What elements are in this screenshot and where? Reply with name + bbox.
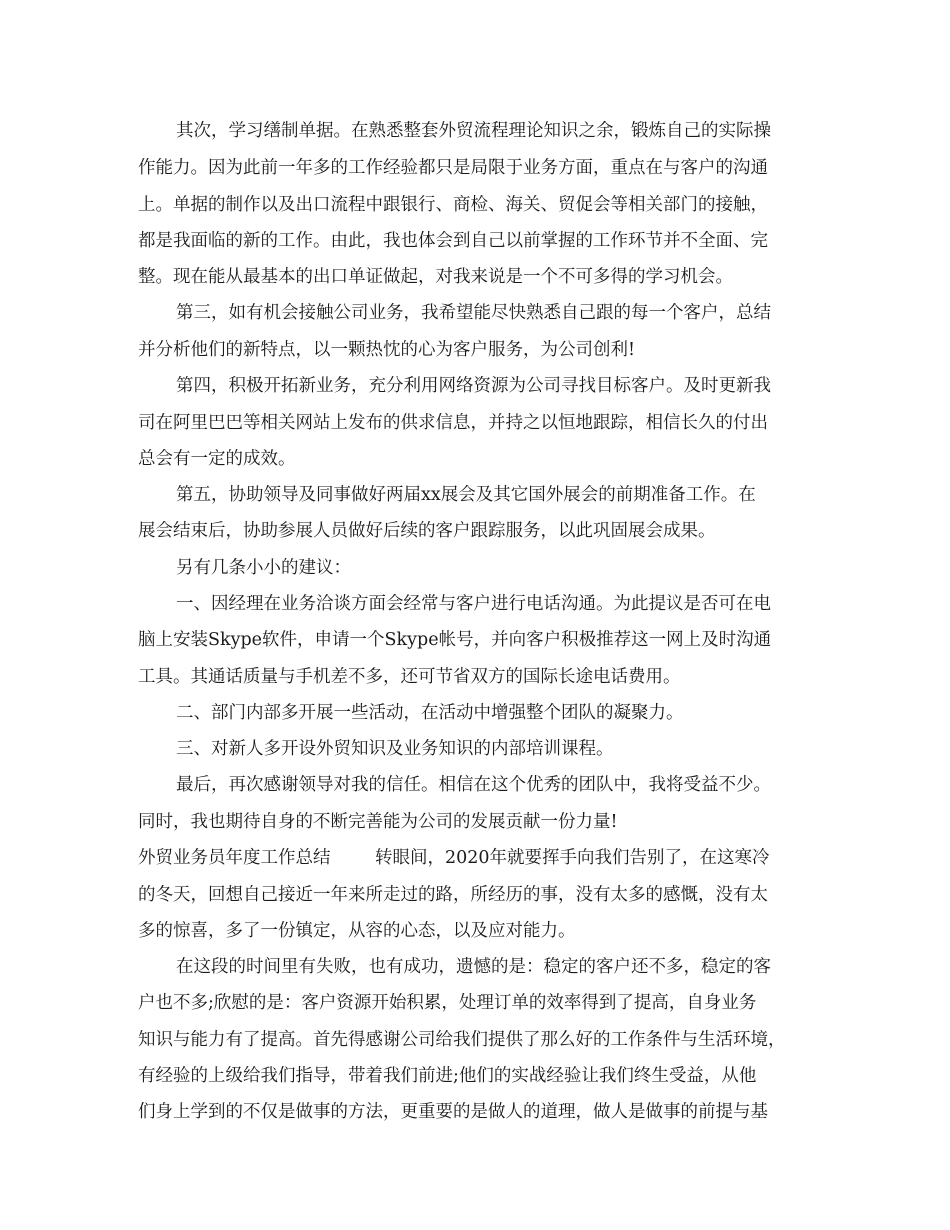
text-line: 展会结束后，协助参展人员做好后续的客户跟踪服务，以此巩固展会成果。 [138, 521, 716, 541]
text-line: 们身上学到的不仅是做事的方法，更重要的是做人的道理，做人是做事的前提与基 [138, 1102, 768, 1122]
text-line: 第四，积极开拓新业务，充分利用网络资源为公司寻找目标客户。及时更新我 [176, 376, 771, 396]
text-line: 上。单据的制作以及出口流程中跟银行、商检、海关、贸促会等相关部门的接触， [138, 195, 768, 215]
text-line: 二、部门内部多开展一些活动，在活动中增强整个团队的凝聚力。 [176, 703, 684, 723]
text-line: 户也不多;欣慰的是：客户资源开始积累，处理订单的效率得到了提高，自身业务 [138, 993, 757, 1013]
text-line: 第五，协助领导及同事做好两届xx展会及其它国外展会的前期准备工作。在 [176, 485, 756, 505]
text-line: 知识与能力有了提高。首先得感谢公司给我们提供了那么好的工作条件与生活环境， [138, 1030, 786, 1050]
text-line: 整。现在能从最基本的出口单证做起，对我来说是一个不可多得的学习机会。 [138, 267, 733, 287]
text-line: 最后，再次感谢领导对我的信任。相信在这个优秀的团队中，我将受益不少。 [176, 775, 771, 795]
text-line: 一、因经理在业务洽谈方面会经常与客户进行电话沟通。为此提议是否可在电 [176, 594, 771, 614]
text-line: 同时，我也期待自身的不断完善能为公司的发展贡献一份力量! [138, 812, 618, 832]
text-line: 其次，学习缮制单据。在熟悉整套外贸流程理论知识之余，锻炼自己的实际操 [176, 121, 771, 141]
text-line: 外贸业务员年度工作总结 转眼间，2020年就要挥手向我们告别了，在这寒冷 [138, 848, 770, 868]
text-line: 多的惊喜，多了一份镇定，从容的心态，以及应对能力。 [138, 921, 576, 941]
text-line: 司在阿里巴巴等相关网站上发布的供求信息，并持之以恒地跟踪，相信长久的付出 [138, 413, 768, 433]
text-line: 工具。其通话质量与手机差不多，还可节省双方的国际长途电话费用。 [138, 667, 681, 687]
text-line: 有经验的上级给我们指导，带着我们前进;他们的实战经验让我们终生受益，从他 [138, 1066, 757, 1086]
text-line: 另有几条小小的建议： [176, 558, 351, 578]
text-line: 都是我面临的新的工作。由此，我也体会到自己以前掌握的工作环节并不全面、完 [138, 231, 768, 251]
text-line: 三、对新人多开设外贸知识及业务知识的内部培训课程。 [176, 739, 614, 759]
text-line: 总会有一定的成效。 [138, 449, 296, 469]
text-line: 脑上安装Skype软件，申请一个Skype帐号，并向客户积极推荐这一网上及时沟通 [138, 630, 772, 650]
text-line: 第三，如有机会接触公司业务，我希望能尽快熟悉自己跟的每一个客户，总结 [176, 303, 771, 323]
text-line: 作能力。因为此前一年多的工作经验都只是局限于业务方面，重点在与客户的沟通 [138, 158, 768, 178]
text-line: 并分析他们的新特点，以一颗热忱的心为客户服务，为公司创利! [138, 340, 636, 360]
text-line: 的冬天，回想自己接近一年来所走过的路，所经历的事，没有太多的感慨，没有太 [138, 885, 768, 905]
text-line: 在这段的时间里有失败，也有成功，遗憾的是：稳定的客户还不多，稳定的客 [176, 957, 771, 977]
